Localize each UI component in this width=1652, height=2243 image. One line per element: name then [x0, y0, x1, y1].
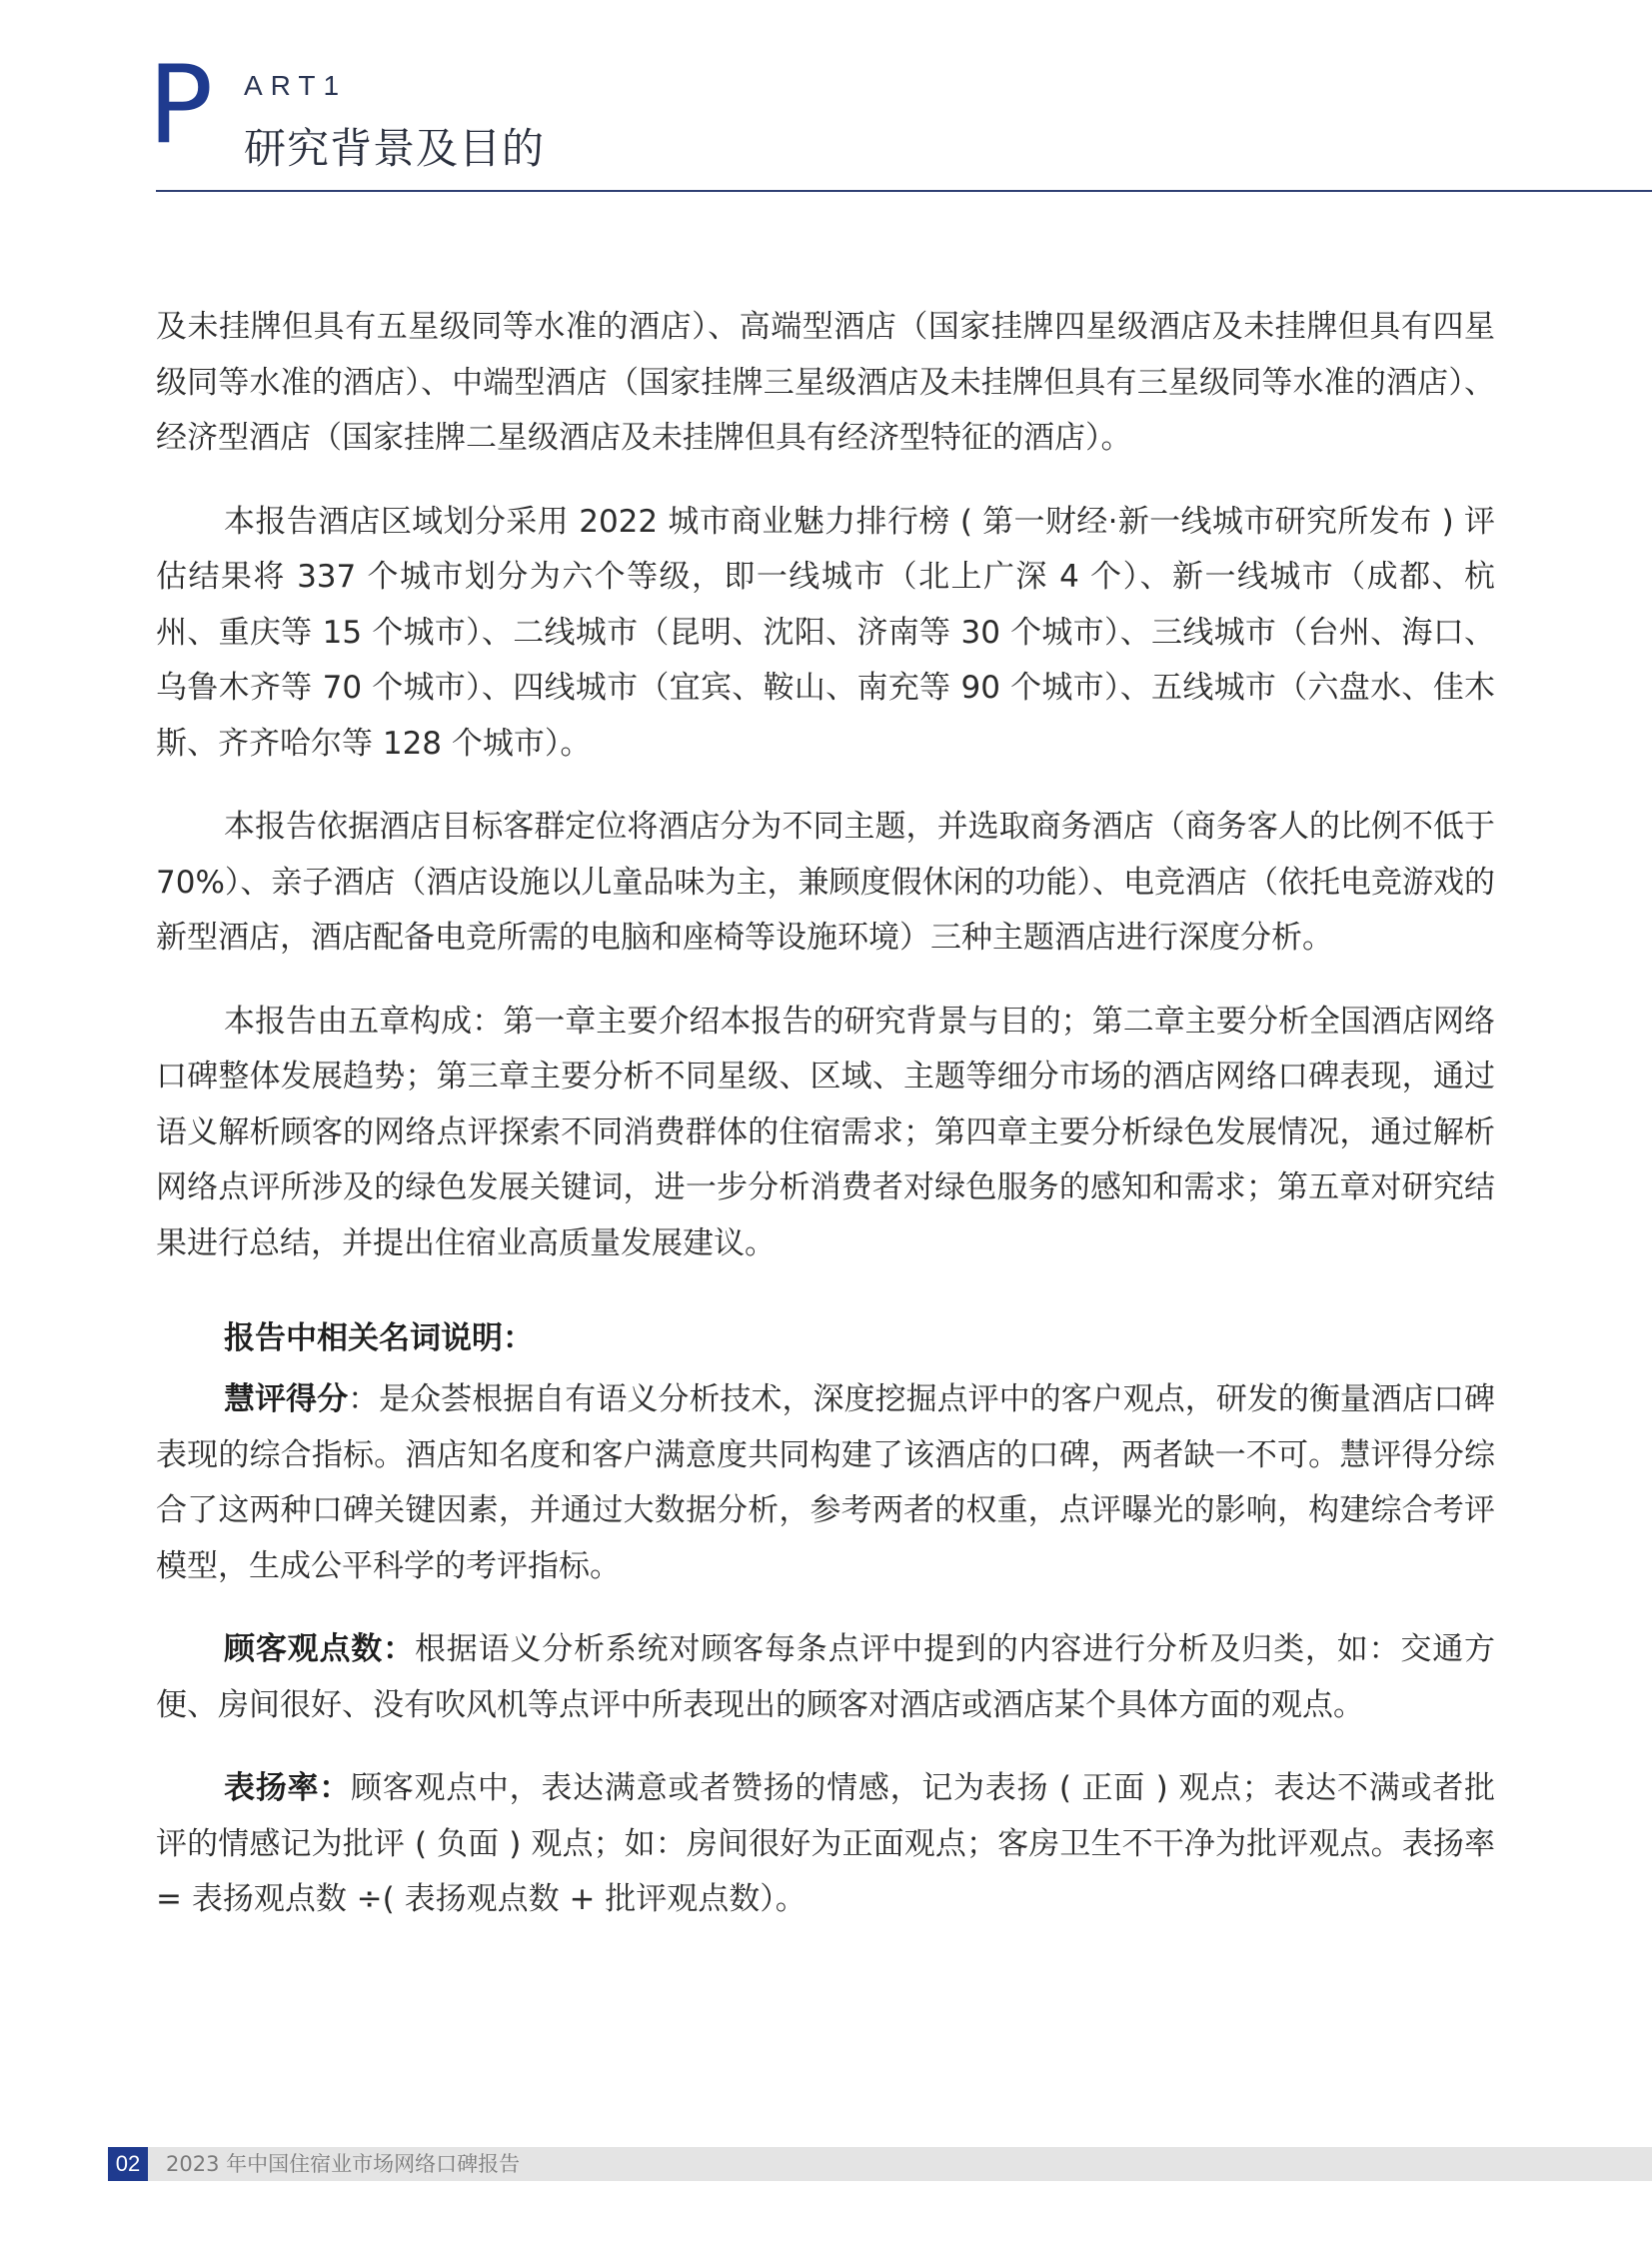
definition-text: 是众荟根据自有语义分析技术，深度挖掘点评中的客户观点，研发的衡量酒店口碑表现的综合指标。酒店知名度和客户满意度共同构建了该酒店的口碑，两者缺一不可。慧评得分综合了这两种口碑关键因素，并通过大数据分析，参考两者的权重，点评曝光的影响，构建综合考评模型，生成公平科学的考评指标。: [156, 1381, 1496, 1584]
definition-customer-opinions: [156, 1622, 1495, 1733]
definition-separator: ：: [348, 1381, 380, 1417]
paragraph-hotel-themes: 本报告依据酒店目标客群定位将酒店分为不同主题，并选取商务酒店（商务客人的比例不低于 70%）、亲子酒店（酒店设施以儿童品味为主，兼顾度假休闲的功能）、电竞酒店（依托电竞游戏的新型酒店，酒店配备电竞所需的电脑和座椅等设施环境）三种主题酒店进行深度分析。: [156, 809, 1495, 956]
part-letter: P: [148, 43, 214, 168]
section-title: 研究背景及目的: [244, 124, 546, 173]
body-content: [156, 300, 1495, 1956]
paragraph-chapter-structure: 本报告由五章构成：第一章主要介绍本报告的研究背景与目的；第二章主要分析全国酒店网络口碑整体发展趋势；第三章主要分析不同星级、区域、主题等细分市场的酒店网络口碑表现，通过语义解析顾客的网络点评探索不同消费群体的住宿需求；第四章主要分析绿色发展情况，通过解析网络点评所涉及的绿色发展关键词，进一步分析消费者对绿色服务的感知和需求；第五章对研究结果进行总结，并提出住宿业高质量发展建议。: [156, 1003, 1495, 1261]
definition-text: 顾客观点中，表达满意或者赞扬的情感，记为表扬 ( 正面 ) 观点；表达不满或者批评的情感记为批评 ( 负面 ) 观点；如：房间很好为正面观点；客房卫生不干净为批评观点。表扬率 = 表扬观点数 ÷( 表扬观点数 + 批评观点数）。: [156, 1770, 1495, 1917]
paragraph-hotel-classes: 及未挂牌但具有五星级同等水准的酒店）、高端型酒店（国家挂牌四星级酒店及未挂牌但具有四星级同等水准的酒店）、中端型酒店（国家挂牌三星级酒店及未挂牌但具有三星级同等水准的酒店）、经济型酒店（国家挂牌二星级酒店及未挂牌但具有经济型特征的酒店）。: [156, 309, 1495, 456]
paragraph-city-tiers: 本报告酒店区域划分采用 2022 城市商业魅力排行榜 ( 第一财经·新一线城市研究所发布 ) 评估结果将 337 个城市划分为六个等级，即一线城市（北上广深 4 个）、新一线城市（成都、杭州、重庆等 15 个城市）、二线城市（昆明、沈阳、济南等 30 个城市）、三线城市（台州、海口、乌鲁木齐等 70 个城市）、四线城市（宜宾、鞍山、南充等 90 个城市）、五线城市（六盘水、佳木斯、齐齐哈尔等 128 个城市）。: [156, 503, 1495, 762]
header-divider: [156, 190, 1652, 192]
part-label: ART1: [244, 70, 348, 101]
page-number: 02: [108, 2147, 148, 2181]
definition-praise-rate: [156, 1761, 1495, 1928]
definition-huiping-score: [156, 1372, 1495, 1594]
footer-report-title: 2023 年中国住宿业市场网络口碑报告: [166, 2152, 521, 2176]
definition-text: 根据语义分析系统对顾客每条点评中提到的内容进行分析及归类，如：交通方便、房间很好、没有吹风机等点评中所表现出的顾客对酒店或酒店某个具体方面的观点。: [156, 1631, 1496, 1723]
definitions-heading: 报告中相关名词说明：: [224, 1320, 534, 1356]
definition-term: 顾客观点数：: [224, 1631, 415, 1667]
definition-term: 表扬率：: [224, 1770, 351, 1806]
definition-term: 慧评得分: [224, 1381, 349, 1417]
